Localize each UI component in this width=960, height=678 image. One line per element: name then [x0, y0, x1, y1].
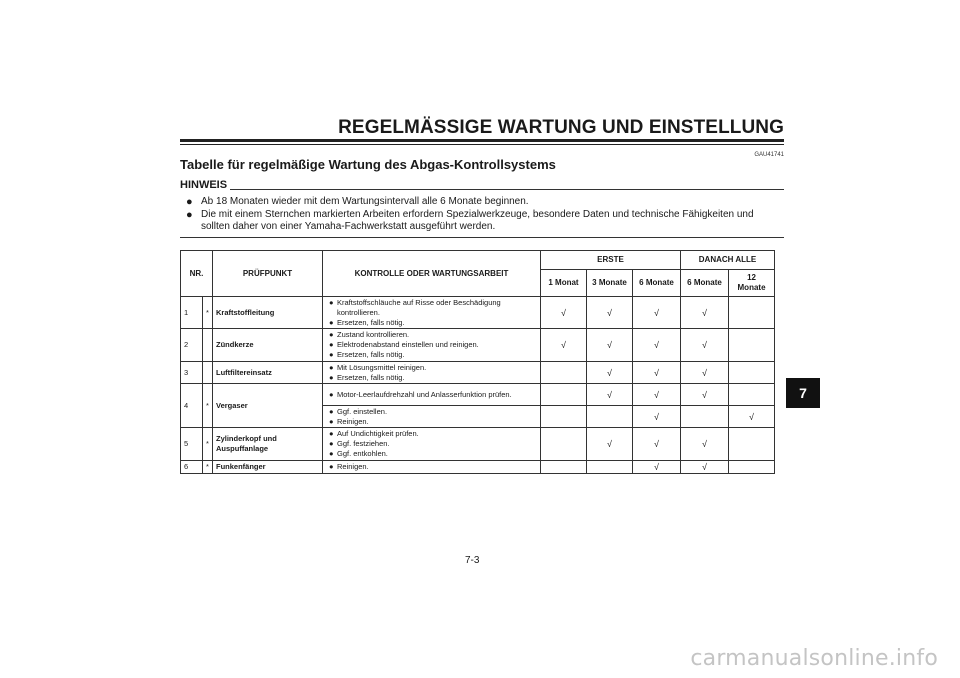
task-text: Reinigen.: [337, 462, 369, 471]
check-empty: [587, 461, 633, 474]
task-text: Ersetzen, falls nötig.: [337, 372, 405, 382]
watermark: carmanualsonline.info: [690, 646, 938, 671]
check-mark: √: [633, 384, 681, 406]
task-text: Zustand kontrollieren.: [337, 330, 410, 339]
row-tasks: [323, 428, 541, 461]
task: [329, 417, 537, 427]
check-mark: √: [541, 329, 587, 362]
page-number: 7-3: [465, 555, 480, 566]
check-mark: √: [633, 428, 681, 461]
task: [329, 350, 537, 360]
bullet-icon: ●: [329, 317, 334, 327]
task: [329, 407, 537, 417]
check-empty: [541, 406, 587, 428]
task-text: Auf Undichtigkeit prüfen.: [337, 429, 419, 438]
row-star: *: [203, 297, 213, 329]
task: [329, 390, 537, 400]
row-star: *: [203, 428, 213, 461]
task-text: Ersetzen, falls nötig.: [337, 317, 405, 327]
bullet-icon: ●: [186, 196, 193, 208]
table-row: [181, 384, 775, 406]
check-mark: √: [633, 406, 681, 428]
row-item: Kraftstoffleitung: [213, 297, 323, 329]
task-text: Elektrodenabstand einstellen und reinigen.: [337, 340, 479, 349]
task-text: Reinigen.: [337, 416, 369, 426]
header-12-monate: 12 Monate: [729, 270, 775, 297]
check-empty: [587, 406, 633, 428]
task-text: Ggf. entkohlen.: [337, 449, 388, 458]
bullet-icon: ●: [329, 340, 334, 349]
bullet-icon: ●: [329, 362, 334, 372]
row-number: 1: [181, 297, 203, 329]
row-item: Funkenfänger: [213, 461, 323, 474]
header-6-monate: 6 Monate: [633, 270, 681, 297]
row-number: 2: [181, 329, 203, 362]
task-text: Ersetzen, falls nötig.: [337, 350, 405, 359]
header-task: KONTROLLE ODER WARTUNGSARBEIT: [323, 251, 541, 297]
bullet-icon: ●: [329, 416, 334, 426]
row-number: 3: [181, 362, 203, 384]
row-number: 6: [181, 461, 203, 474]
header-1-monat: 1 Monat: [541, 270, 587, 297]
header-nr: NR.: [181, 251, 213, 297]
task: [329, 340, 537, 350]
task: [329, 449, 537, 459]
check-mark: √: [681, 329, 729, 362]
check-empty: [681, 406, 729, 428]
check-mark: √: [633, 362, 681, 384]
check-empty: [729, 461, 775, 474]
check-mark: √: [681, 297, 729, 329]
check-mark: √: [633, 461, 681, 474]
row-item: Luftfiltereinsatz: [213, 362, 323, 384]
task: [329, 429, 537, 439]
check-mark: √: [681, 362, 729, 384]
task: [329, 363, 537, 373]
table-row: [181, 297, 775, 329]
check-empty: [729, 384, 775, 406]
task: [329, 439, 537, 449]
row-item: Vergaser: [213, 384, 323, 428]
header-item: PRÜFPUNKT: [213, 251, 323, 297]
table-row: [181, 329, 775, 362]
hinweis-heading: [180, 179, 784, 193]
check-empty: [729, 297, 775, 329]
task: [329, 318, 537, 328]
check-empty: [541, 384, 587, 406]
row-star: *: [203, 461, 213, 474]
check-empty: [729, 362, 775, 384]
task: [329, 330, 537, 340]
header-rule-thin: [180, 144, 784, 145]
hinweis-bottom-rule: [180, 237, 784, 238]
check-mark: √: [681, 384, 729, 406]
bullet-icon: ●: [186, 209, 193, 221]
row-star: [203, 362, 213, 384]
check-mark: √: [587, 384, 633, 406]
check-mark: √: [681, 461, 729, 474]
header-rule: [180, 139, 784, 142]
bullet-icon: ●: [329, 449, 334, 458]
task: [329, 373, 537, 383]
maintenance-table: [180, 250, 775, 474]
check-mark: √: [633, 329, 681, 362]
check-mark: √: [587, 362, 633, 384]
header-erste: ERSTE: [541, 251, 681, 270]
section-title: Tabelle für regelmäßige Wartung des Abgas-Kontrollsystems: [180, 157, 556, 172]
bullet-icon: ●: [329, 389, 334, 399]
row-tasks: [323, 297, 541, 329]
hinweis-label: HINWEIS: [180, 179, 228, 191]
row-item: Zündkerze: [213, 329, 323, 362]
header-danach: DANACH ALLE: [681, 251, 775, 270]
task: [329, 298, 537, 318]
task-text: Mit Lösungsmittel reinigen.: [337, 362, 427, 372]
check-mark: √: [681, 428, 729, 461]
check-mark: √: [633, 297, 681, 329]
chapter-tab: 7: [786, 378, 820, 408]
check-empty: [541, 461, 587, 474]
check-empty: [541, 362, 587, 384]
row-star: [203, 329, 213, 362]
check-empty: [541, 428, 587, 461]
row-number: 4: [181, 384, 203, 428]
check-mark: √: [587, 297, 633, 329]
row-tasks: [323, 384, 541, 406]
task: [329, 462, 537, 472]
hinweis-item-text: Ab 18 Monaten wieder mit dem Wartungsintervall alle 6 Monate beginnen.: [201, 196, 529, 207]
bullet-icon: ●: [329, 439, 334, 448]
bullet-icon: ●: [329, 429, 334, 438]
hinweis-rule: [230, 189, 784, 190]
task-text: Motor-Leerlaufdrehzahl und Anlasserfunktion prüfen.: [337, 389, 512, 399]
row-star: *: [203, 384, 213, 428]
bullet-icon: ●: [329, 330, 334, 339]
task-text: Kraftstoffschläuche auf Risse oder Beschädigung kontrollieren.: [337, 297, 501, 317]
bullet-icon: ●: [329, 462, 334, 471]
page-header-title: REGELMÄSSIGE WARTUNG UND EINSTELLUNG: [338, 117, 784, 138]
document-code: GAU41741: [754, 152, 784, 158]
header-6-monate: 6 Monate: [681, 270, 729, 297]
bullet-icon: ●: [329, 350, 334, 359]
check-empty: [729, 329, 775, 362]
header-3-monate: 3 Monate: [587, 270, 633, 297]
check-mark: √: [587, 329, 633, 362]
check-mark: √: [587, 428, 633, 461]
table-row: [181, 461, 775, 474]
bullet-icon: ●: [329, 297, 334, 307]
task-text: Ggf. festziehen.: [337, 439, 390, 448]
row-tasks: [323, 406, 541, 428]
check-empty: [729, 428, 775, 461]
hinweis-item-text: Die mit einem Sternchen markierten Arbeiten erfordern Spezialwerkzeuge, besondere Daten und technische Fähigkeiten und sollten daher von einer Yamaha-Fachwerkstatt ausgeführt werden.: [201, 209, 754, 232]
row-number: 5: [181, 428, 203, 461]
row-tasks: [323, 461, 541, 474]
task-text: Ggf. einstellen.: [337, 406, 388, 416]
row-item: Zylinderkopf und Auspuffanlage: [213, 428, 323, 461]
check-mark: √: [729, 406, 775, 428]
check-mark: √: [541, 297, 587, 329]
bullet-icon: ●: [329, 372, 334, 382]
table-row: [181, 362, 775, 384]
table-row: [181, 428, 775, 461]
bullet-icon: ●: [329, 406, 334, 416]
row-tasks: [323, 329, 541, 362]
row-tasks: [323, 362, 541, 384]
